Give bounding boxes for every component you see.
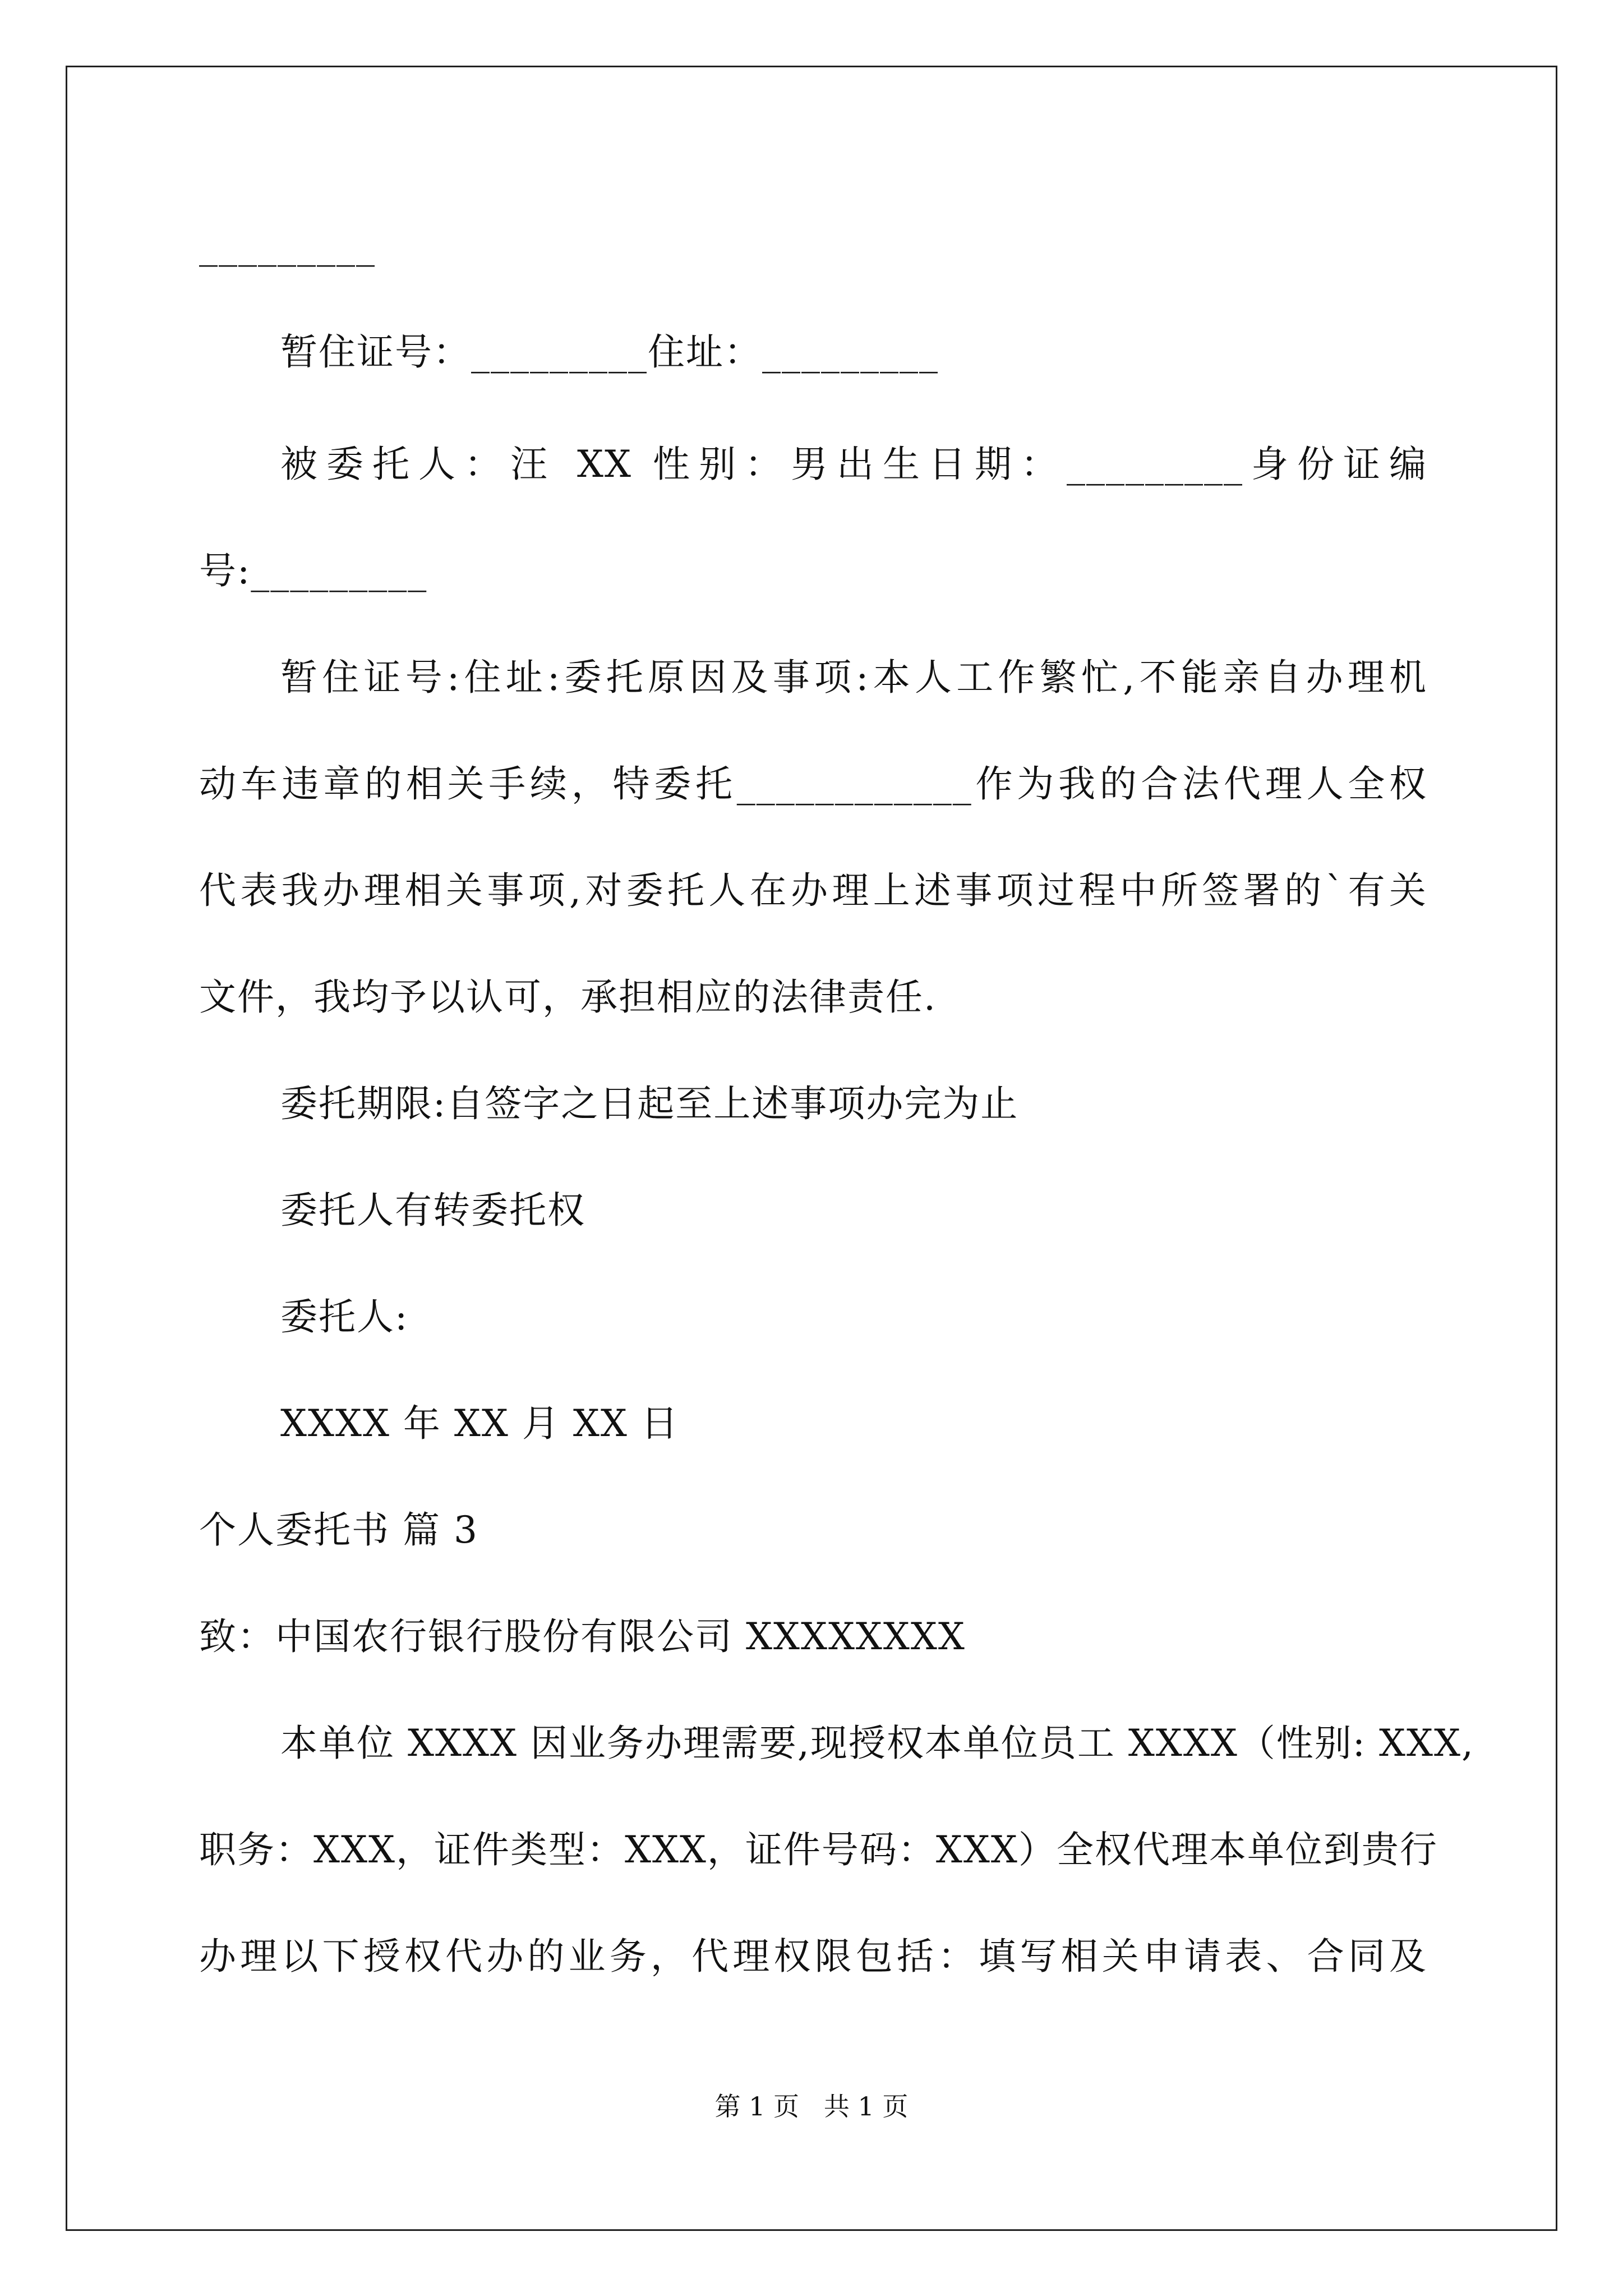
blank-line: _________ <box>199 224 376 267</box>
authorization-line-3: 办理以下授权代办的业务，代理权限包括：填写相关申请表、合同及 <box>199 1935 1427 1978</box>
date-line: XXXX 年 XX 月 XX 日 <box>280 1402 679 1445</box>
temporary-residence-line: 暂住证号：_________住址：_________ <box>280 330 939 374</box>
authorization-line-1: 本单位 XXXX 因业务办理需要,现授权本单位员工 XXXX（性别: XXX, <box>280 1722 1474 1765</box>
authorization-line-2: 职务：XXX，证件类型：XXX，证件号码：XXX）全权代理本单位到贵行 <box>199 1828 1438 1871</box>
term-line: 委托期限:自签字之日起至上述事项办完为止 <box>280 1082 1019 1125</box>
id-number-line: 号:_________ <box>199 549 428 592</box>
page-footer: 第 1 页 共 1 页 <box>714 2091 909 2122</box>
section-heading: 个人委托书 篇 3 <box>199 1508 478 1552</box>
reason-line-2: 动车违章的相关手续，特委托____________作为我的合法代理人全权 <box>199 762 1427 806</box>
trustee-line: 被委托人：汪 XX 性别：男出生日期：_________身份证编 <box>280 443 1427 486</box>
reason-line-4: 文件，我均予以认可，承担相应的法律责任. <box>199 976 937 1019</box>
page-border <box>66 66 1557 2231</box>
reason-line-1: 暂住证号:住址:委托原因及事项:本人工作繁忙,不能亲自办理机 <box>280 656 1427 699</box>
reason-line-3: 代表我办理相关事项,对委托人在办理上述事项过程中所签署的`有关 <box>199 869 1427 912</box>
sub-delegation-line: 委托人有转委托权 <box>280 1189 585 1232</box>
principal-line: 委托人: <box>280 1295 409 1338</box>
addressee-line: 致：中国农行银行股份有限公司 XXXXXXXX <box>199 1615 966 1658</box>
